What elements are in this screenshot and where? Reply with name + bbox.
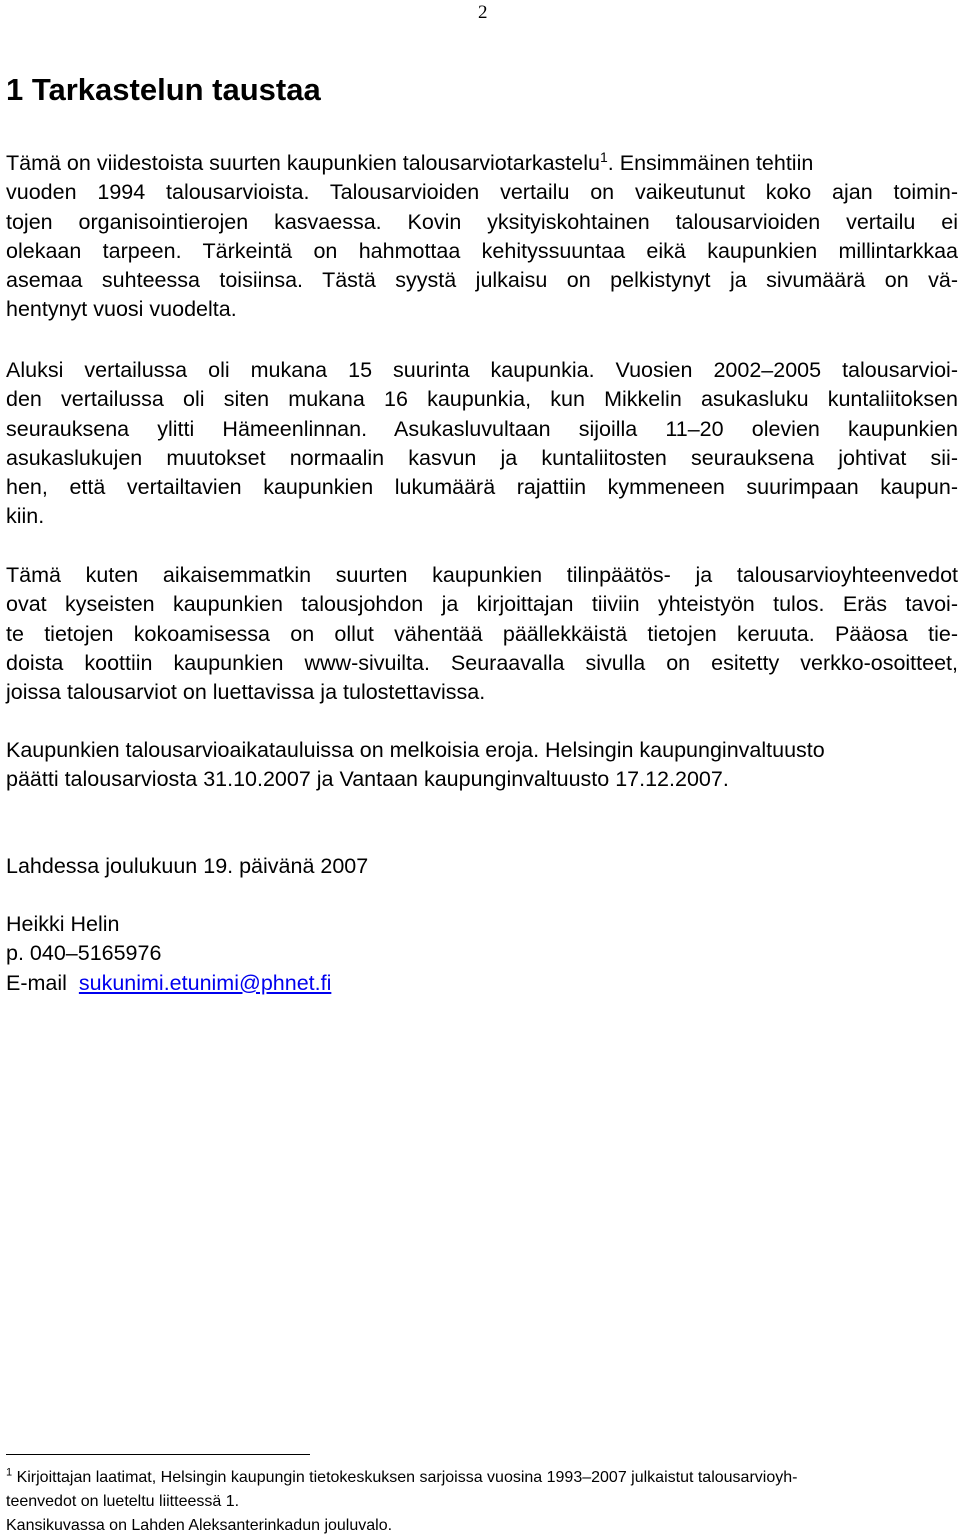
email-link[interactable]: sukunimi.etunimi@phnet.fi <box>78 970 332 995</box>
footnote <box>6 1466 951 1538</box>
footnote-reference[interactable]: 1 <box>599 148 608 165</box>
footnote-marker: 1 <box>6 1466 13 1479</box>
paragraph-line: hentynyt vuosi vuodelta. <box>6 297 237 322</box>
paragraph-cities <box>6 356 958 532</box>
paragraph-line: Kaupunkien talousarvioaikatauluissa on melkoisia eroja. Helsingin kaupunginvaltuusto <box>6 738 825 762</box>
footnote-text: Kirjoittajan laatimat, Helsingin kaupungin tietokeskuksen sarjoissa vuosina 1993–2007 julkaistut talousarvioyh- <box>12 1469 798 1486</box>
author-phone: p. 040–5165976 <box>6 941 162 966</box>
paragraph-line: päätti talousarviosta 31.10.2007 ja Vantaan kaupunginvaltuusto 17.12.2007. <box>6 767 729 792</box>
footnote-divider <box>6 1454 310 1455</box>
place-date <box>6 852 958 881</box>
paragraph-schedules <box>6 736 958 795</box>
author-name: Heikki Helin <box>6 912 120 936</box>
paragraph-line: doista koottiin kaupunkien www-sivuilta. Seuraavalla sivulla on esitetty verkko-osoitteet, <box>6 650 958 675</box>
author-signature <box>6 910 958 998</box>
place-date-text: Lahdessa joulukuun 19. päivänä 2007 <box>6 854 369 878</box>
paragraph-line: seurauksena ylitti Hämeenlinnan. Asukasluvultaan sijoilla 11–20 olevien kaupunkien <box>6 416 958 441</box>
paragraph-line: olekaan tarpeen. Tärkeintä on hahmottaa kehityssuuntaa eikä kaupunkien millintarkkaa <box>6 238 958 263</box>
paragraph-line: den vertailussa oli siten mukana 16 kaupunkia, kun Mikkelin asukasluku kuntaliitoksen <box>6 387 958 412</box>
paragraph-line: tojen organisointierojen kasvaessa. Kovin yksityiskohtainen talousarvioiden vertailu ei <box>6 209 958 234</box>
paragraph-text: . Ensimmäinen tehtiin <box>607 151 814 175</box>
paragraph-line: asukaslukujen muutokset normaalin kasvun ja kuntaliitosten seurauksena johtivat sii- <box>6 445 958 470</box>
footnote-line: teenvedot on lueteltu liitteessä 1. <box>6 1493 240 1510</box>
paragraph-line: joissa talousarviot on luettavissa ja tulostettavissa. <box>6 680 486 705</box>
email-label: E-mail <box>6 970 67 995</box>
page-number: 2 <box>478 2 488 23</box>
paragraph-line: Tämä kuten aikaisemmatkin suurten kaupunkien tilinpäätös- ja talousarvioyhteenvedot <box>6 563 958 587</box>
paragraph-cooperation <box>6 561 958 707</box>
paragraph-line: vuoden 1994 talousarvioista. Talousarvioiden vertailu on vaikeutunut koko ajan toimin- <box>6 180 958 205</box>
paragraph-line: asemaa suhteessa toisiinsa. Tästä syystä julkaisu on pelkistynyt ja sivumäärä on vä- <box>6 268 958 293</box>
paragraph-line: Aluksi vertailussa oli mukana 15 suurinta kaupunkia. Vuosien 2002–2005 talousarvioi- <box>6 358 958 382</box>
footnote-line <box>6 1466 951 1490</box>
paragraph-line: ovat kyseisten kaupunkien talousjohdon ja kirjoittajan tiiviin yhteistyön tulos. Eräs tavoi- <box>6 592 958 617</box>
paragraph-intro <box>6 149 958 325</box>
paragraph-text: Tämä on viidestoista suurten kaupunkien talousarviotarkastelu <box>6 151 600 175</box>
paragraph-line: kiin. <box>6 504 45 529</box>
paragraph-line: te tietojen kokoamisessa on ollut vähentää päällekkäistä tietojen keruuta. Pääosa tie- <box>6 621 958 646</box>
cover-note: Kansikuvassa on Lahden Aleksanterinkadun jouluvalo. <box>6 1517 393 1534</box>
paragraph-line: hen, että vertailtavien kaupunkien lukumäärä rajattiin kymmeneen suurimpaan kaupun- <box>6 475 958 500</box>
page-title: 1 Tarkastelun taustaa <box>6 72 321 107</box>
author-email-line <box>6 969 958 998</box>
paragraph-line <box>6 149 958 178</box>
